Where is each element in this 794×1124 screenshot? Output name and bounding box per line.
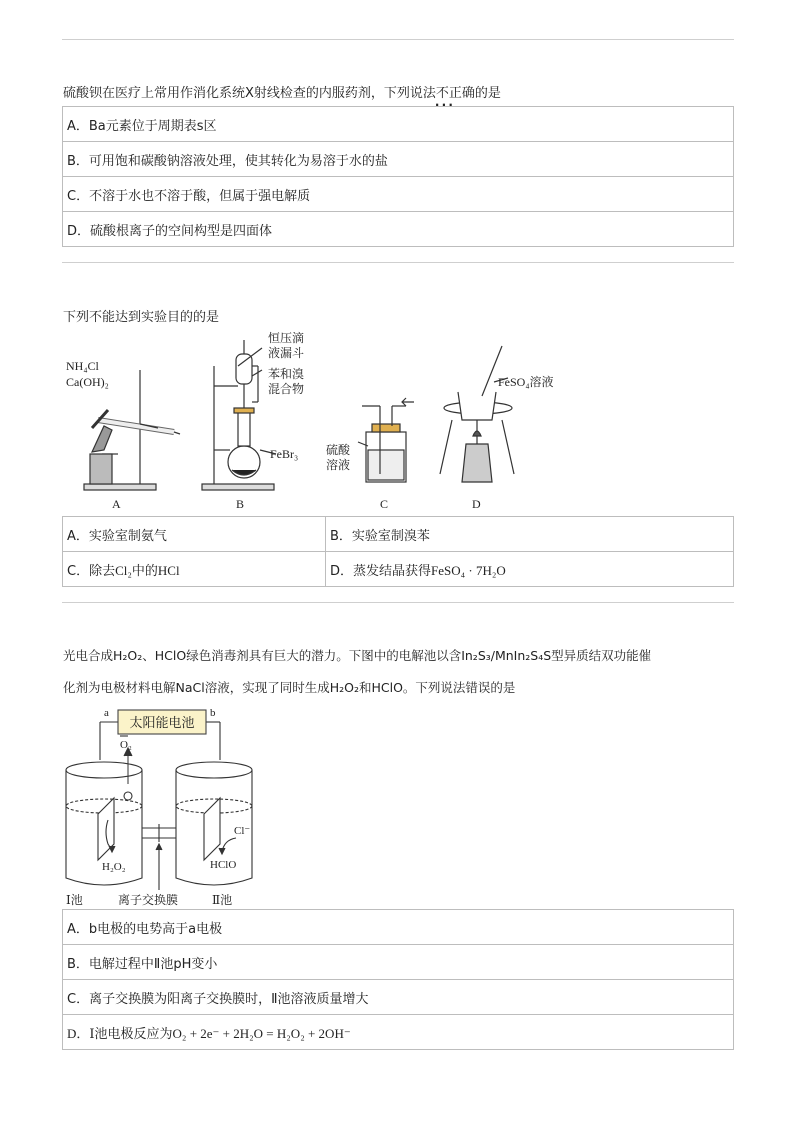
q3-hclo-label: HClO xyxy=(210,859,237,871)
q3-stem-line1: 光电合成H₂O₂、HClO绿色消毒剂具有巨大的潜力。下图中的电解池以含In₂S₃/MnIn₂S₄S型异质结双功能催 xyxy=(63,648,652,663)
q1-option-c[interactable]: C．不溶于水也不溶于酸，但属于强电解质 xyxy=(63,177,734,212)
q1-options xyxy=(62,106,734,247)
q3-terminal-a: a xyxy=(104,707,109,719)
q2-option-b-text: 实验室制溴苯 xyxy=(351,527,430,543)
q3-o2-label: O₂ xyxy=(120,739,132,751)
q2-apparatus-figure xyxy=(62,326,622,514)
q2-letter-b: B xyxy=(236,497,245,511)
q1-option-b[interactable]: B．可用饱和碳酸钠溶液处理，使其转化为易溶于水的盐 xyxy=(63,142,734,177)
q1-stem-pre: 硫酸钡在医疗上常用作消化系统X射线检查的内服药剂，下列说法 xyxy=(63,86,436,101)
q2-letter-a: A xyxy=(112,497,121,511)
q3-cl-label: Cl⁻ xyxy=(234,825,251,837)
q2-a-reagent2: Ca(OH)₂ xyxy=(66,375,109,389)
q2-b-label2: 液漏斗 xyxy=(268,346,305,360)
q2-letter-c: C xyxy=(380,497,389,511)
q3-option-a[interactable]: A．b电极的电势高于a电极 xyxy=(63,910,734,945)
q1-option-a[interactable]: A．Ba元素位于周期表s区 xyxy=(63,107,734,142)
q3-options xyxy=(62,909,734,1050)
q2-option-d[interactable] xyxy=(326,552,734,587)
q3-pool1-label: Ⅰ池 xyxy=(66,893,83,907)
q3-solar-cell-label: 太阳能电池 xyxy=(129,715,195,730)
q2-c-label1: 硫酸 xyxy=(326,443,351,457)
q2-option-a-letter: A． xyxy=(67,528,89,544)
q3-option-c[interactable]: C．离子交换膜为阳离子交换膜时，Ⅱ池溶液质量增大 xyxy=(63,980,734,1015)
divider-top xyxy=(62,39,734,40)
q3-h2o2-label: H₂O₂ xyxy=(102,861,126,873)
divider-q1-q2 xyxy=(62,262,734,263)
q2-b-catalyst: FeBr₃ xyxy=(270,447,299,461)
q2-d-label: FeSO₄溶液 xyxy=(498,375,554,389)
q2-option-b[interactable] xyxy=(326,517,734,552)
q2-option-b-letter: B． xyxy=(330,528,352,544)
q2-option-d-letter: D． xyxy=(330,563,354,579)
q1-option-d[interactable]: D．硫酸根离子的空间构型是四面体 xyxy=(63,212,734,247)
q3-pool2-label: Ⅱ池 xyxy=(212,893,233,907)
q2-b-label4: 混合物 xyxy=(268,382,305,396)
q3-terminal-b: b xyxy=(210,707,216,719)
q3-electrolysis-figure xyxy=(62,702,262,908)
q1-stem xyxy=(63,82,501,101)
q2-c-label2: 溶液 xyxy=(326,458,351,472)
q2-stem: 下列不能达到实验目的的是 xyxy=(63,310,220,325)
q2-letter-d: D xyxy=(472,497,481,511)
q3-option-d[interactable]: D．Ⅰ池电极反应为O₂ + 2e⁻ + 2H₂O = H₂O₂ + 2OH⁻ xyxy=(63,1015,734,1050)
q2-option-c-text: 除去Cl₂中的HCl xyxy=(89,562,180,578)
divider-q2-q3 xyxy=(62,602,734,603)
q1-stem-post: 的是 xyxy=(474,86,501,101)
q2-option-c[interactable] xyxy=(63,552,326,587)
q2-option-a[interactable] xyxy=(63,517,326,552)
q3-option-b[interactable]: B．电解过程中Ⅱ池pH变小 xyxy=(63,945,734,980)
q2-b-label3: 苯和溴 xyxy=(268,367,305,381)
q2-b-label1: 恒压滴 xyxy=(268,331,305,345)
q1-stem-emphasis: 不正确 · · · xyxy=(436,86,475,101)
q2-options xyxy=(62,516,734,587)
q3-stem-line2: 化剂为电极材料电解NaCl溶液，实现了同时生成H₂O₂和HClO。下列说法错误的是 xyxy=(63,680,516,695)
q2-a-reagent1: NH₄Cl xyxy=(66,359,99,373)
q3-membrane-label: 离子交换膜 xyxy=(118,893,179,907)
q2-option-d-text: 蒸发结晶获得FeSO₄ · 7H₂O xyxy=(353,562,506,578)
q2-option-c-letter: C． xyxy=(67,563,90,579)
q2-option-a-text: 实验室制氨气 xyxy=(88,527,167,543)
